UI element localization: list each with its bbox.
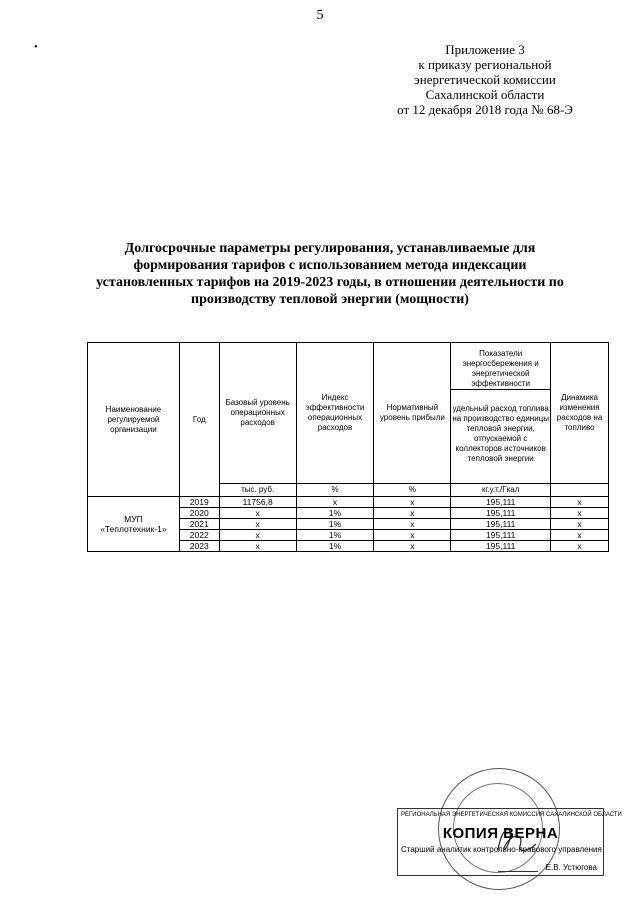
cell-dynamics: x — [551, 519, 609, 530]
cell-profit: x — [374, 519, 451, 530]
org-name: МУП «Теплотехник-1» — [88, 497, 180, 552]
bullet-mark: • — [34, 42, 38, 53]
header-energy-sub: удельный расход топлива на производство единицы тепловой энергии, отпускаемой с коллекторов источников тепловой энергии — [452, 403, 550, 463]
header-org: Наименование регулируемой организации — [88, 343, 180, 497]
cell-dynamics: x — [551, 497, 609, 508]
cell-year: 2022 — [179, 530, 219, 541]
title-line: производству тепловой энергии (мощности) — [191, 292, 469, 307]
unit-dynamics — [551, 484, 609, 497]
header-index: Индекс эффективности операционных расходов — [296, 343, 374, 484]
page-number: 5 — [316, 8, 324, 23]
cell-year: 2019 — [179, 497, 219, 508]
signature-line — [498, 871, 538, 872]
cell-index: x — [296, 497, 374, 508]
cell-dynamics: x — [551, 530, 609, 541]
unit-energy: кг.у.т./Гкал — [451, 484, 551, 497]
cell-energy: 195,111 — [451, 508, 551, 519]
title-line: установленных тарифов на 2019-2023 годы, в отношении деятельности по — [96, 275, 564, 290]
stamp-organization: РЕГИОНАЛЬНАЯ ЭНЕРГЕТИЧЕСКАЯ КОМИССИЯ САХАЛИНСКОЙ ОБЛАСТИ — [401, 812, 622, 818]
cell-index: 1% — [296, 519, 374, 530]
parameters-table — [87, 342, 609, 552]
stamp-signer-name: Е.В. Устюгова — [545, 863, 597, 872]
cell-dynamics: x — [551, 541, 609, 552]
header-year: Год — [179, 343, 219, 497]
cell-base: x — [219, 541, 296, 552]
cell-energy: 195,111 — [451, 519, 551, 530]
title-line: Долгосрочные параметры регулирования, устанавливаемые для — [124, 241, 536, 256]
cell-base: x — [219, 530, 296, 541]
cell-index: 1% — [296, 530, 374, 541]
cell-index: 1% — [296, 541, 374, 552]
stamp-position: Старший аналитик контрольно-правового управления — [401, 845, 602, 854]
appendix-line: к приказу региональной — [418, 57, 552, 72]
cell-dynamics: x — [551, 508, 609, 519]
cell-profit: x — [374, 530, 451, 541]
header-energy-group: Показатели энергосбережения и энергетической эффективности — [451, 349, 550, 390]
cell-year: 2023 — [179, 541, 219, 552]
cell-base: 11756,8 — [219, 497, 296, 508]
cell-index: 1% — [296, 508, 374, 519]
cell-energy: 195,111 — [451, 497, 551, 508]
stamp-title: КОПИЯ ВЕРНА — [442, 825, 559, 842]
cell-profit: x — [374, 508, 451, 519]
cell-energy: 195,111 — [451, 541, 551, 552]
cell-year: 2021 — [179, 519, 219, 530]
cell-profit: x — [374, 497, 451, 508]
header-dynamics: Динамика изменения расходов на топливо — [551, 343, 609, 484]
unit-base: тыс. руб. — [219, 484, 296, 497]
cell-profit: x — [374, 541, 451, 552]
unit-profit: % — [374, 484, 451, 497]
appendix-header — [370, 42, 600, 117]
table-row — [88, 497, 609, 508]
header-energy — [451, 343, 551, 484]
header-profit: Нормативный уровень прибыли — [374, 343, 451, 484]
header-base: Базовый уровень операционных расходов — [219, 343, 296, 484]
appendix-line: от 12 декабря 2018 года № 68-Э — [397, 102, 573, 117]
title-line: формирования тарифов с использованием метода индексации — [133, 258, 527, 273]
appendix-line: Приложение 3 — [445, 42, 525, 57]
cell-base: x — [219, 508, 296, 519]
unit-index: % — [296, 484, 374, 497]
document-title — [80, 240, 580, 308]
cell-base: x — [219, 519, 296, 530]
appendix-line: Сахалинской области — [425, 87, 545, 102]
cell-year: 2020 — [179, 508, 219, 519]
handwritten-signature — [490, 820, 540, 860]
appendix-line: энергетической комиссии — [414, 72, 556, 87]
cell-energy: 195,111 — [451, 530, 551, 541]
